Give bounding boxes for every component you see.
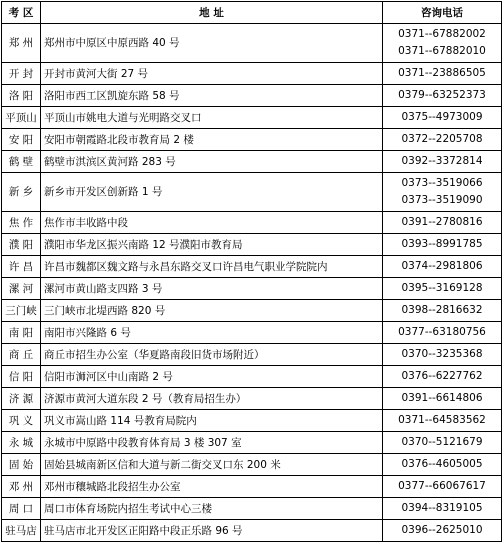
table-row: [2, 278, 502, 300]
phone-cell: [383, 256, 502, 278]
table-row: [2, 151, 502, 173]
region-cell: 焦 作: [2, 212, 41, 234]
table-row: [2, 454, 502, 476]
region-cell: 濮 阳: [2, 234, 41, 256]
phone-cell: [383, 300, 502, 322]
address-cell: 洛阳市西工区凯旋东路 58 号: [41, 85, 383, 107]
address-cell: 永城市中原路中段教育体育局 3 楼 307 室: [41, 432, 383, 454]
phone-number: 0391--6614806: [401, 392, 483, 404]
address-cell: 鹤壁市淇滨区黄河路 283 号: [41, 151, 383, 173]
phone-number: 0377--63180756: [398, 326, 486, 338]
phone-cell: [383, 234, 502, 256]
phone-cell: [383, 344, 502, 366]
phone-number: 0377--66067617: [398, 480, 486, 492]
region-cell: 商 丘: [2, 344, 41, 366]
phone-cell: [383, 410, 502, 432]
header-address: 地 址: [41, 2, 383, 24]
table-row: [2, 388, 502, 410]
phone-number: 0396--2625010: [401, 524, 483, 536]
phone-number: 0392--3372814: [401, 155, 483, 167]
phone-cell: [383, 278, 502, 300]
region-cell: 许 昌: [2, 256, 41, 278]
phone-number: 0370--3235368: [401, 348, 483, 360]
table-row: [2, 498, 502, 520]
address-cell: 南阳市兴隆路 6 号: [41, 322, 383, 344]
table-row: [2, 24, 502, 63]
address-cell: 巩义市嵩山路 114 号教育局院内: [41, 410, 383, 432]
address-cell: 济源市黄河大道东段 2 号（教育局招生办）: [41, 388, 383, 410]
address-cell: 邓州市穰城路北段招生办公室: [41, 476, 383, 498]
exam-site-table: [1, 1, 502, 542]
address-cell: 固始县城南新区信和大道与新二街交叉口东 200 米: [41, 454, 383, 476]
phone-number: 0395--3169128: [401, 282, 483, 294]
address-cell: 信阳市浉河区中山南路 2 号: [41, 366, 383, 388]
phone-cell: [383, 322, 502, 344]
address-cell: 郑州市中原区中原西路 40 号: [41, 24, 383, 63]
table-row: [2, 212, 502, 234]
phone-cell: [383, 432, 502, 454]
phone-number: 0375--4973009: [401, 111, 483, 123]
region-cell: 三门峡: [2, 300, 41, 322]
table-row: [2, 256, 502, 278]
address-cell: 安阳市朝霞路北段市教育局 2 楼: [41, 129, 383, 151]
address-cell: 濮阳市华龙区振兴南路 12 号濮阳市教育局: [41, 234, 383, 256]
phone-cell: [383, 366, 502, 388]
phone-number: 0373--3519066: [401, 177, 483, 189]
phone-number: 0374--2981806: [401, 260, 483, 272]
address-cell: 驻马店市北开发区正阳路中段正乐路 96 号: [41, 520, 383, 542]
phone-number: 0393--8991785: [401, 238, 483, 250]
phone-number: 0371--67882010: [398, 45, 486, 57]
table-row: [2, 520, 502, 542]
phone-cell: [383, 173, 502, 212]
phone-number: 0370--5121679: [401, 436, 483, 448]
region-cell: 鹤 壁: [2, 151, 41, 173]
phone-cell: [383, 212, 502, 234]
table-row: [2, 300, 502, 322]
table-row: [2, 432, 502, 454]
table-row: [2, 234, 502, 256]
region-cell: 固 始: [2, 454, 41, 476]
table-row: [2, 173, 502, 212]
region-cell: 永 城: [2, 432, 41, 454]
phone-cell: [383, 454, 502, 476]
phone-number: 0376--4605005: [401, 458, 483, 470]
region-cell: 洛 阳: [2, 85, 41, 107]
table-row: [2, 63, 502, 85]
address-cell: 开封市黄河大街 27 号: [41, 63, 383, 85]
header-region: 考 区: [2, 2, 41, 24]
phone-number: 0398--2816632: [401, 304, 483, 316]
table-row: [2, 476, 502, 498]
phone-cell: [383, 151, 502, 173]
region-cell: 济 源: [2, 388, 41, 410]
phone-cell: [383, 107, 502, 129]
phone-cell: [383, 498, 502, 520]
region-cell: 驻马店: [2, 520, 41, 542]
phone-number: 0376--6227762: [401, 370, 483, 382]
table-row: [2, 322, 502, 344]
region-cell: 郑 州: [2, 24, 41, 63]
table-row: [2, 366, 502, 388]
address-cell: 平顶山市姚电大道与光明路交叉口: [41, 107, 383, 129]
phone-number: 0373--3519090: [401, 194, 483, 206]
phone-cell: [383, 476, 502, 498]
region-cell: 邓 州: [2, 476, 41, 498]
region-cell: 安 阳: [2, 129, 41, 151]
region-cell: 漯 河: [2, 278, 41, 300]
region-cell: 信 阳: [2, 366, 41, 388]
address-cell: 周口市体育场院内招生考试中心三楼: [41, 498, 383, 520]
region-cell: 新 乡: [2, 173, 41, 212]
phone-number: 0371--64583562: [398, 414, 486, 426]
table-row: [2, 129, 502, 151]
phone-number: 0379--63252373: [398, 89, 486, 101]
address-cell: 新乡市开发区创新路 1 号: [41, 173, 383, 212]
region-cell: 周 口: [2, 498, 41, 520]
address-cell: 许昌市魏都区魏文路与永昌东路交叉口许昌电气职业学院院内: [41, 256, 383, 278]
region-cell: 开 封: [2, 63, 41, 85]
phone-cell: [383, 63, 502, 85]
phone-cell: [383, 24, 502, 63]
address-cell: 三门峡市北堤西路 820 号: [41, 300, 383, 322]
address-cell: 焦作市丰收路中段: [41, 212, 383, 234]
region-cell: 平顶山: [2, 107, 41, 129]
phone-number: 0371--23886505: [398, 67, 486, 79]
table-row: [2, 344, 502, 366]
phone-number: 0371--67882002: [398, 28, 486, 40]
region-cell: 南 阳: [2, 322, 41, 344]
address-cell: 漯河市黄山路支四路 3 号: [41, 278, 383, 300]
phone-cell: [383, 520, 502, 542]
header-phone: 咨询电话: [383, 2, 502, 24]
phone-cell: [383, 85, 502, 107]
region-cell: 巩 义: [2, 410, 41, 432]
phone-cell: [383, 388, 502, 410]
phone-number: 0394--8319105: [401, 502, 483, 514]
table-row: [2, 85, 502, 107]
table-row: [2, 107, 502, 129]
table-row: [2, 410, 502, 432]
phone-number: 0372--2205708: [401, 133, 483, 145]
phone-number: 0391--2780816: [401, 216, 483, 228]
phone-cell: [383, 129, 502, 151]
table-header-row: [2, 2, 502, 24]
address-cell: 商丘市招生办公室（华夏路南段旧货市场附近）: [41, 344, 383, 366]
